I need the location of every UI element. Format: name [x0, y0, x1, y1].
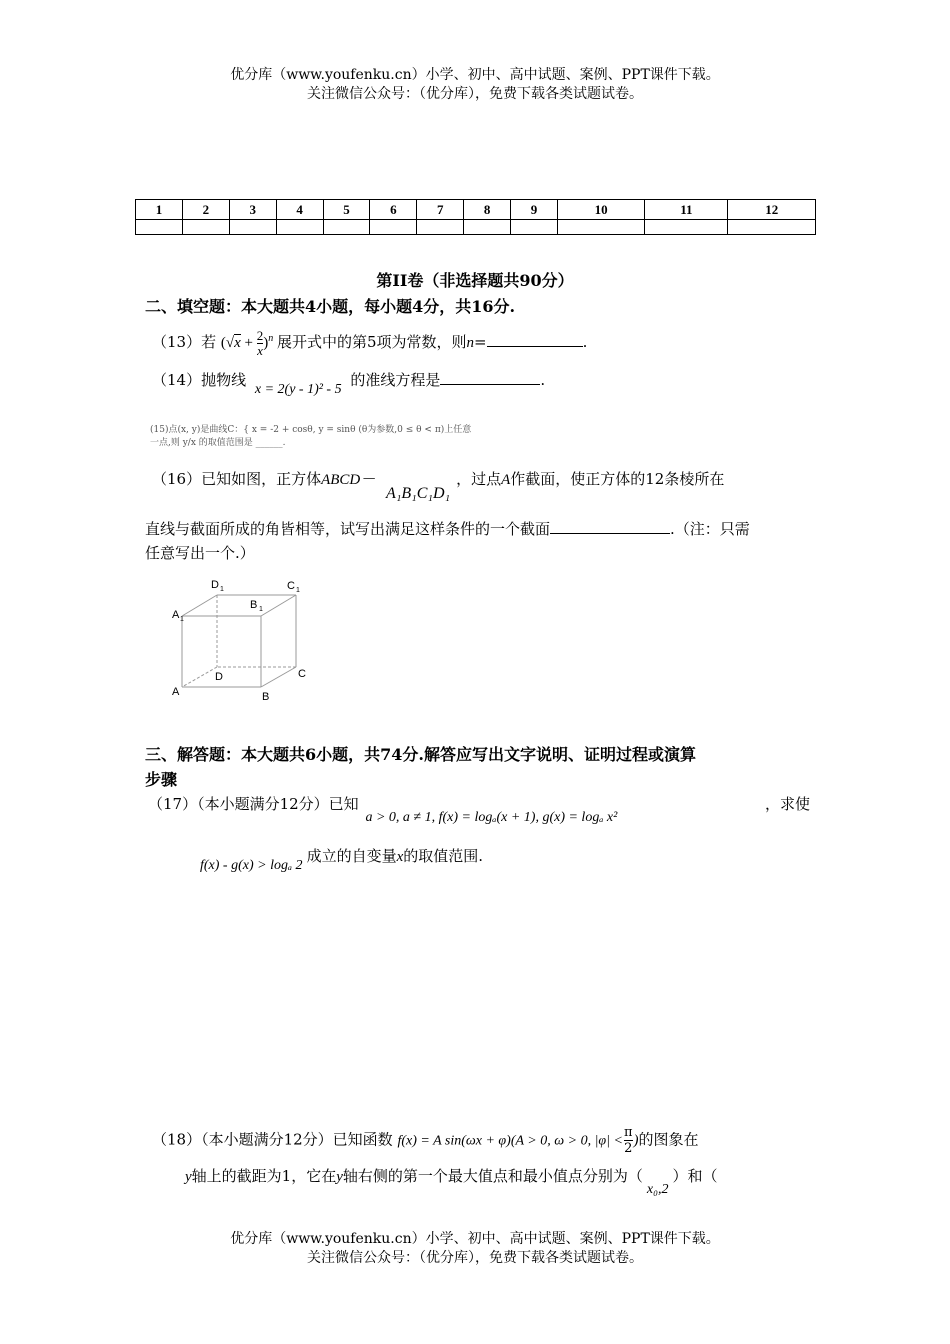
question-16: [152, 468, 812, 502]
answer-table-answer-cell[interactable]: [464, 220, 511, 235]
answer-table-answer-cell[interactable]: [728, 220, 816, 235]
section-fill-in: 二、填空题：本大题共4小题，每小题4分，共16分.: [145, 297, 516, 316]
q17-lead: （17）（本小题满分12分）已知: [148, 795, 359, 813]
q16-cube-name-2: A₁B₁C₁D₁: [386, 485, 451, 502]
q13-expression: [220, 328, 277, 359]
header-line-2: 关注微信公众号：（优分库），免费下载各类试题试卷。: [307, 86, 643, 102]
q13-expr-plus: +: [240, 335, 257, 351]
answer-table-number-cell: 9: [511, 200, 558, 220]
answer-table-answer-cell[interactable]: [370, 220, 417, 235]
question-18: [152, 1125, 812, 1156]
q16-answer-blank[interactable]: [550, 533, 670, 534]
q13-end: .: [582, 333, 588, 351]
q16-part-1: （16）已知如图，正方体: [152, 470, 322, 488]
q18-two: 2: [624, 1141, 633, 1156]
q13-var: n: [466, 335, 475, 351]
q18-pi: π: [623, 1125, 633, 1140]
q13-expr-x: x: [234, 335, 241, 351]
q13-frac-den: x: [257, 343, 263, 359]
q16-line-2b: .（注：只需: [670, 520, 750, 538]
q17-var: x: [396, 849, 404, 865]
q15-line-1: (15)点(x, y)是曲线C：{ x = -2 + cosθ, y = sinθ (θ为参数,0 ≤ θ < π)上任意: [150, 425, 472, 435]
q18-line-2e: ）和（: [672, 1167, 718, 1185]
question-13: [152, 328, 587, 368]
question-16-line-3: 任意写出一个.）: [145, 544, 255, 562]
edge-b-c: [261, 667, 296, 687]
label-b1: B: [250, 599, 258, 611]
answer-table-answer-cell[interactable]: [229, 220, 276, 235]
answer-table-answer-cell[interactable]: [323, 220, 370, 235]
answer-table-number-cell: 2: [182, 200, 229, 220]
answer-table-answer-cell[interactable]: [557, 220, 645, 235]
q13-lead: （13）若: [152, 333, 217, 351]
part2-title: 第II卷（非选择题共90分）: [376, 271, 574, 290]
answer-table-answer-cell[interactable]: [276, 220, 323, 235]
label-c1: C: [287, 580, 295, 592]
footer-line-1: 优分库（www.youfenku.cn）小学、初中、高中试题、案例、PPT课件下载。: [230, 1231, 720, 1247]
q14-end: .: [540, 371, 546, 389]
answer-table-number-cell: 4: [276, 200, 323, 220]
edge-d-a: [182, 667, 217, 687]
question-17: [148, 793, 810, 825]
q18-y-2: y: [336, 1169, 343, 1185]
q16-cube-name: ABCD－: [321, 472, 376, 488]
label-a1-sub: 1: [180, 616, 184, 623]
footer-line-2: 关注微信公众号：（优分库），免费下载各类试题试卷。: [307, 1250, 643, 1266]
label-d1: D: [211, 579, 219, 591]
q17-condition: a > 0, a ≠ 1, f(x) = logₐ(x + 1), g(x) = logₐ x²: [365, 810, 618, 825]
answer-table-number-cell: 8: [464, 200, 511, 220]
cube-figure: [165, 574, 315, 704]
edge-d1-a1: [182, 595, 217, 616]
section-solve-line-1: 三、解答题：本大题共6小题，共74分.解答应写出文字说明、证明过程或演算: [145, 745, 696, 764]
label-a: A: [172, 686, 180, 698]
label-d1-sub: 1: [220, 586, 224, 593]
q18-tail: 的图象在: [638, 1130, 699, 1149]
answer-table-number-cell: 6: [370, 200, 417, 220]
q17-tail: ，求使: [764, 795, 810, 813]
q14-lead: （14）抛物线: [152, 371, 247, 389]
q16-part-3: 作截面，使正方体的12条棱所在: [510, 470, 725, 488]
q13-eq: =: [474, 333, 487, 351]
q16-point: A: [501, 472, 511, 488]
answer-table-answer-cell[interactable]: [136, 220, 183, 235]
answer-table-number-cell: 3: [229, 200, 276, 220]
question-15: [150, 424, 471, 450]
q13-answer-blank[interactable]: [487, 346, 583, 347]
answer-table: [135, 199, 816, 235]
q17-inequality: f(x) - g(x) > logₐ 2: [200, 858, 303, 873]
edge-b1-c1: [261, 595, 296, 616]
q18-function: f(x) = A sin(ωx + φ)(A > 0, ω > 0, |φ| <: [397, 1133, 623, 1149]
answer-table-answer-cell[interactable]: [182, 220, 229, 235]
q13-expr-open: (√: [220, 335, 235, 351]
q14-text: 的准线方程是: [350, 371, 441, 389]
label-d: D: [215, 671, 223, 683]
q17-text: 成立的自变量: [306, 847, 397, 865]
q18-point: x₀,2: [646, 1182, 669, 1197]
q18-close: ): [633, 1132, 639, 1149]
q18-line-2b: 轴上的截距为1，它在: [191, 1167, 337, 1185]
answer-table-number-cell: 7: [417, 200, 464, 220]
question-16-line-2: [145, 518, 810, 540]
answer-table-answer-cell[interactable]: [511, 220, 558, 235]
answer-table-answer-cell[interactable]: [417, 220, 464, 235]
q15-line-2: 一点,则 y/x 的取值范围是 ______.: [150, 438, 286, 448]
question-18-line-2: [185, 1165, 810, 1197]
label-b: B: [262, 691, 270, 703]
q18-y-1: y: [185, 1169, 192, 1185]
question-17-line-2: [200, 845, 484, 873]
q18-line-2d: 轴右侧的第一个最大值点和最小值点分别为（: [342, 1167, 643, 1185]
header-line-1: 优分库（www.youfenku.cn）小学、初中、高中试题、案例、PPT课件下载。: [230, 67, 720, 83]
answer-table-number-cell: 11: [645, 200, 728, 220]
q13-expr-close: ): [263, 335, 269, 351]
q16-part-2: ，过点: [456, 470, 502, 488]
q14-answer-blank[interactable]: [440, 384, 540, 385]
answer-table-number-cell: 12: [728, 200, 816, 220]
question-14: [152, 369, 546, 397]
q13-exponent: n: [268, 333, 274, 344]
label-c: C: [298, 668, 306, 680]
q13-text: 展开式中的第5项为常数，则: [277, 333, 467, 351]
q14-formula: x = 2(y - 1)² - 5: [254, 382, 342, 397]
section-solve-line-2: 步骤: [145, 770, 178, 789]
q18-lead: （18）（本小题满分12分）已知函数: [152, 1130, 393, 1149]
label-b1-sub: 1: [259, 606, 263, 613]
label-c1-sub: 1: [296, 587, 300, 594]
answer-table-answer-cell[interactable]: [645, 220, 728, 235]
answer-table-number-cell: 1: [136, 200, 183, 220]
q13-frac-num: 2: [256, 328, 264, 344]
answer-table-blank-row: [136, 220, 816, 235]
answer-table-number-cell: 10: [557, 200, 645, 220]
answer-table-number-row: [136, 200, 816, 220]
q17-text-2: 的取值范围.: [403, 847, 484, 865]
q16-line-2a: 直线与截面所成的角皆相等，试写出满足这样条件的一个截面: [145, 520, 551, 538]
q18-fraction: [624, 1125, 633, 1156]
label-a1: A: [172, 609, 180, 621]
answer-table-number-cell: 5: [323, 200, 370, 220]
